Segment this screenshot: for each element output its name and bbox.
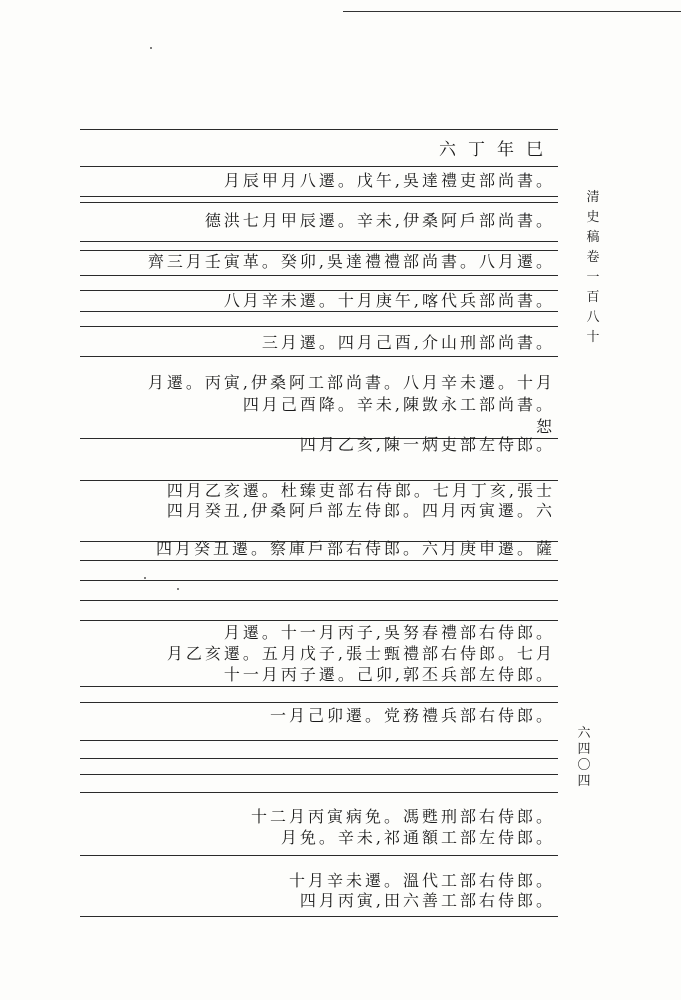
entry-row: 四月己酉降。辛未,陳敳永工部尚書。 (242, 395, 555, 414)
header-row: 六丁年巳 (439, 140, 555, 160)
rule-line (80, 275, 558, 276)
rule-line (80, 855, 558, 856)
rule-line (80, 740, 558, 741)
entry-row: 四月癸丑遷。察庫戶部右侍郎。六月庚申遷。薩 (155, 539, 555, 558)
entry-row: 月辰甲月八遷。戊午,吳達禮吏部尚書。 (223, 171, 555, 190)
rule-line (80, 196, 558, 197)
entry-row: 十月辛未遷。溫代工部右侍郎。 (288, 871, 555, 890)
ink-speck (150, 47, 152, 49)
entry-row: 三月遷。四月己酉,介山刑部尚書。 (261, 333, 555, 352)
ink-speck (144, 577, 146, 579)
entry-row: 月遷。丙寅,伊桑阿工部尚書。八月辛未遷。十月 (147, 373, 555, 392)
entry-row: 四月癸丑,伊桑阿戶部左侍郎。四月丙寅遷。六 (166, 501, 555, 520)
page-number: 六四〇四 (577, 726, 591, 789)
rule-line (80, 916, 558, 917)
rule-line (80, 792, 558, 793)
rule-line (80, 560, 558, 561)
volume-title: 清史稿卷一百八十 (586, 190, 600, 345)
entry-row: 月免。辛未,祁通額工部左侍郎。 (280, 828, 555, 847)
entry-row: 八月辛未遷。十月庚午,喀代兵部尚書。 (223, 291, 555, 310)
rule-line (80, 202, 558, 203)
entry-row: 四月乙亥,陳一炳吏部左侍郎。 (299, 435, 555, 454)
rule-line (80, 758, 558, 759)
entry-row: 恕 (535, 417, 555, 436)
rule-line (80, 620, 558, 621)
rule-line (80, 241, 558, 242)
rule-line (80, 356, 558, 357)
table-top-border (80, 129, 558, 130)
entry-row: 十一月丙子遷。己卯,郭丕兵部左侍郎。 (223, 665, 555, 684)
ledger-table (80, 0, 558, 1000)
rule-line (80, 580, 558, 581)
rule-line (80, 702, 558, 703)
entry-row: 齊三月壬寅革。癸卯,吳達禮禮部尚書。八月遷。 (147, 252, 555, 271)
rule-line (80, 166, 558, 167)
entry-row: 四月乙亥遷。杜臻吏部右侍郎。七月丁亥,張士 (166, 481, 555, 500)
rule-line (80, 326, 558, 327)
entry-row: 四月丙寅,田六善工部右侍郎。 (299, 891, 555, 910)
rule-line (80, 686, 558, 687)
ink-speck (177, 588, 179, 590)
rule-line (80, 774, 558, 775)
entry-row: 德洪七月甲辰遷。辛未,伊桑阿戶部尚書。 (204, 211, 555, 230)
entry-row: 月遷。十一月丙子,吳努春禮部右侍郎。 (223, 623, 555, 642)
entry-row: 十二月丙寅病免。馮甦刑部右侍郎。 (250, 807, 555, 826)
entry-row: 一月己卯遷。党務禮兵部右侍郎。 (269, 706, 555, 725)
rule-line (80, 600, 558, 601)
entry-row: 月乙亥遷。五月戊子,張士甄禮部右侍郎。七月 (166, 644, 555, 663)
